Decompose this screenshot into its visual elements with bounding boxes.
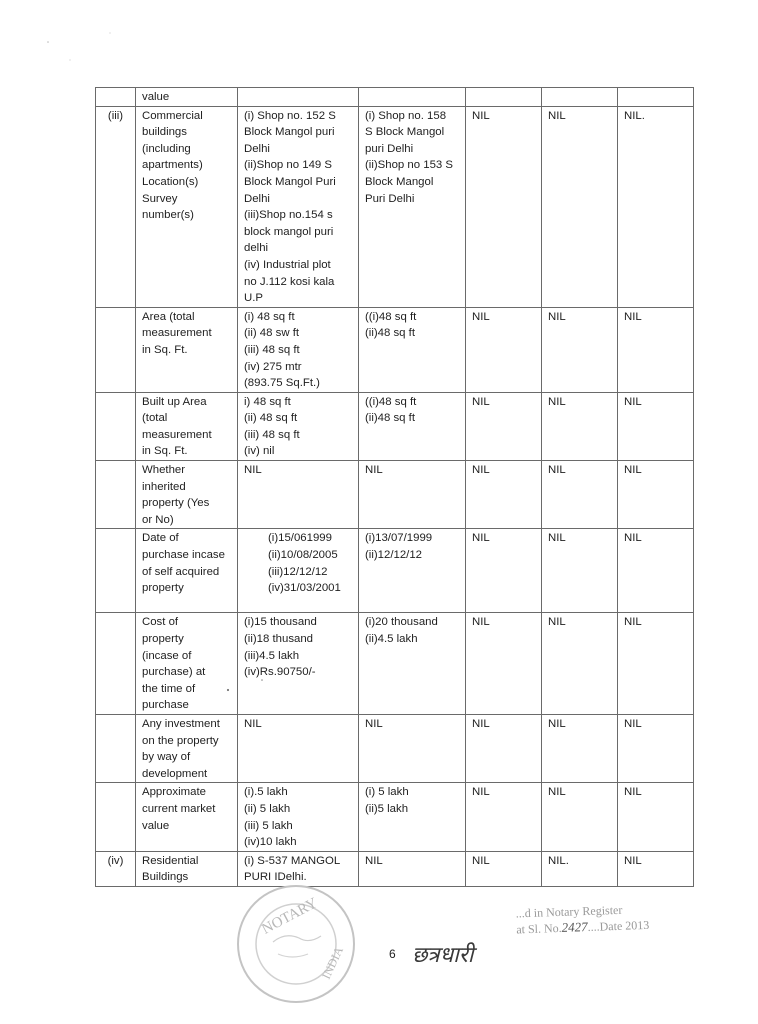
cell-text: NIL	[624, 616, 642, 629]
notary-line-2-suffix: ....Date 2013	[587, 917, 650, 934]
cell-text: (iv)Rs.90750/-	[244, 666, 316, 679]
table-cell	[238, 715, 359, 783]
cell-text: NIL	[472, 616, 490, 629]
table-cell	[136, 851, 238, 886]
cell-text: S Block Mangol	[365, 126, 445, 139]
notary-line-2-prefix: at Sl. No.	[516, 920, 562, 937]
cell-text: (ii)10/08/2005	[268, 549, 338, 562]
table-cell	[466, 392, 542, 460]
cell-text: (i)13/07/1999	[365, 532, 433, 545]
cell-text: (ii)18 thusand	[244, 633, 314, 646]
cell-text: (i)20 thousand	[365, 616, 438, 629]
table-cell	[542, 392, 618, 460]
table-cell	[466, 715, 542, 783]
cell-text: (ii)48 sq ft	[365, 327, 416, 340]
cell-text: (ii)5 lakh	[365, 802, 409, 815]
cell-text: property	[142, 633, 184, 646]
table-row	[96, 783, 694, 851]
table-cell	[466, 529, 542, 613]
table-cell	[542, 715, 618, 783]
cell-text: (iv) Industrial plot	[244, 258, 331, 271]
cell-text: (ii)12/12/12	[365, 549, 422, 562]
cell-text: NIL	[472, 786, 490, 799]
table-cell	[618, 613, 694, 715]
cell-text: NIL	[472, 310, 490, 323]
cell-text: NIL	[624, 310, 642, 323]
cell-text: current market	[142, 802, 216, 815]
cell-text: (ii) 48 sw ft	[244, 327, 300, 340]
table-cell	[136, 106, 238, 307]
table-cell	[238, 783, 359, 851]
cell-text: (ii) 5 lakh	[244, 802, 291, 815]
cell-text: (iii) 48 sq ft	[244, 343, 300, 356]
cell-text: NIL	[624, 395, 642, 408]
cell-text: NIL	[548, 310, 566, 323]
cell-text: (iii) 5 lakh	[244, 819, 293, 832]
table-cell	[238, 529, 359, 613]
cell-text: (893.75 Sq.Ft.)	[244, 377, 320, 390]
table-row	[96, 529, 694, 613]
notary-reg-no: 2427	[561, 919, 588, 935]
cell-text: NIL	[624, 854, 642, 867]
cell-text: NIL	[624, 464, 642, 477]
table-cell	[542, 613, 618, 715]
cell-text: NIL.	[624, 109, 645, 122]
table-row	[96, 392, 694, 460]
cell-text: NIL	[548, 786, 566, 799]
cell-text: measurement	[142, 327, 212, 340]
table-cell	[238, 461, 359, 529]
table-cell	[136, 783, 238, 851]
cell-text: (iii)Shop no.154 s	[244, 209, 333, 222]
cell-text: NIL	[548, 616, 566, 629]
table-cell	[466, 461, 542, 529]
cell-text: ((i)48 sq ft	[365, 395, 417, 408]
cell-text: NIL	[472, 854, 490, 867]
cell-text: NIL	[365, 464, 383, 477]
cell-text: (incase of	[142, 649, 192, 662]
page-number: 6	[389, 947, 396, 961]
cell-text: Any investment	[142, 718, 220, 730]
cell-text: Cost of	[142, 616, 179, 629]
cell-text: (ii)Shop no 153 S	[365, 159, 454, 172]
table-cell	[359, 307, 466, 392]
table-cell	[359, 851, 466, 886]
cell-text: value	[142, 91, 170, 103]
table-cell	[359, 392, 466, 460]
cell-text: Built up Area	[142, 395, 207, 408]
table-cell	[466, 88, 542, 107]
cell-text: ((i)48 sq ft	[365, 310, 417, 323]
table-cell	[96, 106, 136, 307]
cell-text: Approximate	[142, 786, 206, 799]
cell-text: Whether	[142, 464, 186, 477]
cell-text: (i) Shop no. 152 S	[244, 109, 336, 122]
cell-text: (iv)	[107, 854, 124, 867]
cell-text: (including	[142, 142, 191, 155]
cell-text: NIL	[548, 532, 566, 545]
cell-text: NIL	[472, 718, 490, 730]
cell-text: NIL	[548, 395, 566, 408]
table-cell	[466, 851, 542, 886]
cell-text: (iii)4.5 lakh	[244, 649, 300, 662]
table-cell	[238, 88, 359, 107]
table-cell	[96, 392, 136, 460]
cell-text: purchase	[142, 699, 189, 712]
table-cell	[618, 88, 694, 107]
table-cell	[466, 307, 542, 392]
table-cell	[542, 307, 618, 392]
cell-text: NIL	[624, 718, 642, 730]
cell-text: measurement	[142, 428, 212, 441]
cell-text: (iv) nil	[244, 445, 275, 458]
cell-text: purchase incase	[142, 549, 225, 562]
table-cell	[359, 783, 466, 851]
table-cell	[542, 106, 618, 307]
cell-text: NIL	[472, 532, 490, 545]
table-cell	[136, 613, 238, 715]
table-row	[96, 851, 694, 886]
cell-text: NIL	[548, 109, 566, 122]
table-row	[96, 715, 694, 783]
table-cell	[542, 461, 618, 529]
cell-text: (i)15 thousand	[244, 616, 317, 629]
table-cell	[466, 106, 542, 307]
cell-text: Block Mangol	[365, 175, 434, 188]
table-cell	[136, 88, 238, 107]
cell-text: puri Delhi	[365, 142, 414, 155]
cell-text: by way of	[142, 751, 191, 764]
cell-text: Residential	[142, 854, 199, 867]
assets-table	[95, 87, 694, 887]
cell-text: the time of	[142, 682, 196, 695]
cell-text: Puri Delhi	[365, 192, 415, 205]
cell-text: (i).5 lakh	[244, 786, 288, 799]
table-row	[96, 88, 694, 107]
table-cell	[238, 307, 359, 392]
cell-text: development	[142, 767, 208, 780]
table-cell	[618, 461, 694, 529]
cell-text: NIL	[472, 109, 490, 122]
table-cell	[96, 851, 136, 886]
cell-text: no J.112 kosi kala	[244, 275, 335, 288]
cell-text: Location(s)	[142, 175, 199, 188]
cell-text: NIL	[365, 854, 383, 867]
cell-text: buildings	[142, 126, 187, 139]
cell-text: (ii) 48 sq ft	[244, 412, 298, 425]
cell-text: (i) Shop no. 158	[365, 109, 447, 122]
signature-text: छत्रधारी	[412, 943, 474, 968]
table-cell	[136, 392, 238, 460]
table-cell	[542, 851, 618, 886]
table-row	[96, 307, 694, 392]
cell-text: inherited	[142, 480, 186, 493]
table-cell	[542, 529, 618, 613]
table-cell	[238, 613, 359, 715]
cell-text: NIL	[548, 464, 566, 477]
table-cell	[96, 88, 136, 107]
cell-text: on the property	[142, 734, 219, 747]
table-cell	[618, 851, 694, 886]
cell-text: i) 48 sq ft	[244, 395, 291, 408]
table-cell	[618, 392, 694, 460]
table-cell	[96, 529, 136, 613]
notary-line-1: ...d in Notary Register	[515, 902, 623, 921]
cell-text: Buildings	[142, 871, 189, 884]
table-cell	[359, 88, 466, 107]
table-cell	[618, 307, 694, 392]
cell-text: NIL	[472, 395, 490, 408]
seal-text-top: NOTARY	[259, 895, 321, 938]
table-cell	[238, 392, 359, 460]
table-cell	[618, 783, 694, 851]
table-row	[96, 461, 694, 529]
cell-text: or No)	[142, 513, 174, 526]
cell-text: delhi	[244, 242, 269, 255]
table-cell	[618, 529, 694, 613]
cell-text: property	[142, 582, 184, 595]
table-cell	[359, 461, 466, 529]
cell-text: value	[142, 819, 170, 832]
seal-text-side: INDIA	[318, 944, 346, 982]
cell-text: NIL	[548, 718, 566, 730]
cell-text: (iv) 275 mtr	[244, 360, 302, 373]
table-cell	[466, 613, 542, 715]
table-cell	[136, 715, 238, 783]
cell-text: (i) S-537 MANGOL	[244, 854, 341, 867]
table-cell	[136, 529, 238, 613]
cell-text: (ii)Shop no 149 S	[244, 159, 333, 172]
table-row	[96, 613, 694, 715]
cell-text: Delhi	[244, 192, 270, 205]
table-cell	[96, 461, 136, 529]
table-cell	[96, 715, 136, 783]
cell-text: of self acquired	[142, 565, 220, 578]
table-cell	[96, 613, 136, 715]
cell-text: NIL	[365, 718, 383, 730]
cell-text: property (Yes	[142, 497, 210, 510]
cell-text: NIL	[472, 464, 490, 477]
cell-text: (iv)31/03/2001	[268, 582, 341, 595]
table-cell	[96, 783, 136, 851]
signature	[408, 934, 518, 974]
cell-text: block mangol puri	[244, 225, 334, 238]
table-cell	[466, 783, 542, 851]
cell-text: (ii)48 sq ft	[365, 412, 416, 425]
cell-text: Area (total	[142, 310, 195, 323]
cell-text: (iii) 48 sq ft	[244, 428, 300, 441]
cell-text: apartments)	[142, 159, 203, 172]
table-cell	[136, 307, 238, 392]
table-cell	[542, 783, 618, 851]
cell-text: Survey	[142, 192, 178, 205]
cell-text: (i) 5 lakh	[365, 786, 409, 799]
table-cell	[359, 529, 466, 613]
cell-text: Date of	[142, 532, 179, 545]
cell-text: (iv)10 lakh	[244, 836, 297, 849]
cell-text: (total	[142, 412, 168, 425]
table-cell	[542, 88, 618, 107]
table-cell	[238, 106, 359, 307]
table-cell	[359, 715, 466, 783]
cell-text: Commercial	[142, 109, 203, 122]
cell-text: (i) 48 sq ft	[244, 310, 295, 323]
table-cell	[96, 307, 136, 392]
table-cell	[359, 106, 466, 307]
table-cell	[136, 461, 238, 529]
table-cell	[618, 106, 694, 307]
cell-text: (iii)	[107, 109, 124, 122]
cell-text: (i)15/061999	[268, 532, 332, 545]
notary-seal	[228, 882, 368, 1012]
cell-text: Block Mangol Puri	[244, 175, 336, 188]
cell-text: NIL	[244, 718, 262, 730]
cell-text: purchase) at	[142, 666, 206, 679]
cell-text: Block Mangol puri	[244, 126, 335, 139]
cell-text: (iii)12/12/12	[268, 565, 328, 578]
cell-text: NIL	[624, 786, 642, 799]
cell-text: NIL	[244, 464, 262, 477]
cell-text: number(s)	[142, 209, 194, 222]
cell-text: NIL.	[548, 854, 569, 867]
cell-text: (ii)4.5 lakh	[365, 633, 418, 646]
cell-text: in Sq. Ft.	[142, 343, 188, 356]
table-cell	[359, 613, 466, 715]
cell-text: Delhi	[244, 142, 270, 155]
cell-text: U.P	[244, 292, 263, 305]
cell-text: NIL	[624, 532, 642, 545]
cell-text: PURI IDelhi.	[244, 871, 307, 884]
cell-text: in Sq. Ft.	[142, 445, 188, 458]
table-cell	[618, 715, 694, 783]
table-row	[96, 106, 694, 307]
